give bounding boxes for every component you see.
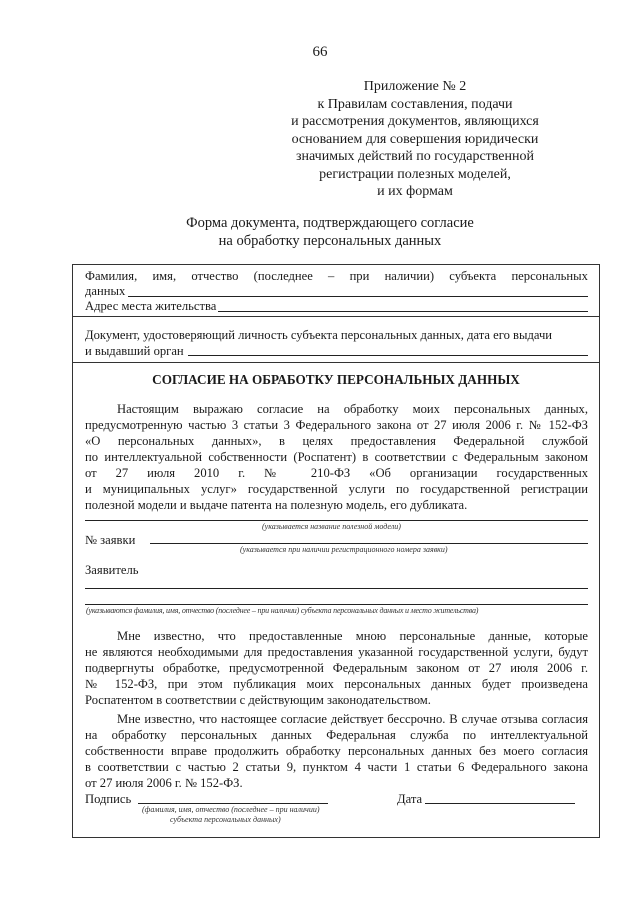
para3-line: Мне известно, что настоящее согласие действует бессрочно. В случае отзыва согласия: [117, 712, 588, 726]
fio-word: отчество: [191, 269, 239, 283]
para2-line: не являются необходимыми для предоставления указанной государственной услуги, будут: [85, 645, 588, 659]
fio-word: (последнее: [253, 269, 313, 283]
para1-line: и муниципальных услуг» государственной услуги по государственной регистрации: [85, 482, 588, 496]
document-label: Документ, удостоверяющий личность субъекта персональных данных, дата его выдачи: [85, 328, 553, 342]
fio-input-line[interactable]: [128, 296, 588, 297]
fio-word: –: [328, 269, 335, 283]
application-number-hint: (указывается при наличии регистрационного номера заявки): [240, 545, 448, 554]
document-label-cont: и выдавший орган: [85, 344, 184, 358]
consent-title: СОГЛАСИЕ НА ОБРАБОТКУ ПЕРСОНАЛЬНЫХ ДАННЫХ: [152, 372, 520, 387]
para1-line: «О персональных данных», в целях предоставления Федеральной службой: [85, 434, 588, 448]
model-name-hint: (указывается название полезной модели): [262, 522, 401, 531]
applicant-input-line[interactable]: [85, 588, 588, 589]
appendix-line: регистрации полезных моделей,: [319, 166, 511, 182]
model-name-input-line[interactable]: [85, 520, 588, 521]
applicant-hint: (указываются фамилия, имя, отчество (последнее – при наличии) субъекта персональных данных и место жительства): [86, 606, 479, 615]
fio-word: субъекта: [449, 269, 497, 283]
date-label: Дата: [397, 792, 423, 806]
page-number: 66: [312, 44, 328, 60]
para3-line: в соответствии с частью 2 статьи 9, пунктом 4 части 1 статьи 6 Федерального закона: [85, 760, 588, 774]
para2-line: подвергнуты обработке, предусмотренной Федеральным законом от 27 июля 2006 г.: [85, 661, 588, 675]
section-divider: [72, 316, 600, 317]
document-input-line[interactable]: [188, 355, 588, 356]
para2-line: № 152-ФЗ, при этом публикация моих персональных данных будет произведена: [85, 677, 588, 691]
para1-line: от 27 июля 2010 г. № 210-ФЗ «Об организации государственных: [85, 466, 588, 480]
para3-line: собственности вправе продолжить обработку персональных данных без моего согласия: [85, 744, 588, 758]
address-label: Адрес места жительства: [85, 299, 217, 313]
appendix-line: и их формам: [377, 184, 453, 199]
date-input-line[interactable]: [425, 803, 575, 804]
fio-word: персональных: [511, 269, 588, 283]
form-title-line: Форма документа, подтверждающего согласие: [186, 215, 474, 231]
fio-word: при: [349, 269, 370, 283]
application-number-input-line[interactable]: [150, 543, 588, 544]
signature-label: Подпись: [85, 792, 132, 806]
para2-line: Мне известно, что предоставленные мною персональные данные, которые: [117, 629, 588, 643]
address-input-line[interactable]: [218, 311, 588, 312]
fio-word: наличии): [384, 269, 435, 283]
para1-line: по интеллектуальной собственности (Роспатент) в соответствии с Федеральным законом: [85, 450, 588, 464]
appendix-line: к Правилам составления, подачи: [317, 96, 513, 112]
para1-line: Настоящим выражаю согласие на обработку моих персональных данных,: [117, 402, 588, 416]
appendix-line: Приложение № 2: [363, 79, 467, 94]
para3-line: на обработку персональных данных Федеральная служба по интеллектуальной: [85, 728, 588, 742]
signature-hint: (фамилия, имя, отчество (последнее – при наличии): [142, 805, 320, 814]
appendix-header: [250, 78, 580, 201]
para2-line: Роспатентом в соответствии с действующим законодательством.: [85, 693, 431, 707]
para1-line: полезной модели и выдаче патента на полезную модель, его дубликата.: [85, 498, 468, 512]
form-title: [120, 214, 540, 250]
fio-label-line: [85, 268, 588, 285]
fio-label-cont: данных: [85, 284, 126, 298]
applicant-input-line-2[interactable]: [85, 604, 588, 605]
para3-line: от 27 июля 2006 г. № 152-ФЗ.: [85, 776, 243, 790]
fio-word: имя,: [152, 269, 177, 283]
signature-hint-cont: субъекта персональных данных): [170, 815, 281, 824]
fio-word: Фамилия,: [85, 269, 138, 283]
applicant-label: Заявитель: [85, 563, 139, 577]
signature-input-line[interactable]: [138, 803, 328, 804]
appendix-line: основанием для совершения юридически: [291, 131, 539, 147]
appendix-line: и рассмотрения документов, являющихся: [291, 114, 539, 129]
section-divider: [72, 362, 600, 363]
appendix-line: значимых действий по государственной: [296, 149, 534, 164]
application-number-label: № заявки: [85, 533, 136, 547]
form-title-line: на обработку персональных данных: [218, 233, 442, 249]
para1-line: предусмотренную частью 3 статьи 3 Федерального закона от 27 июля 2006 г. № 152-ФЗ: [85, 418, 588, 432]
